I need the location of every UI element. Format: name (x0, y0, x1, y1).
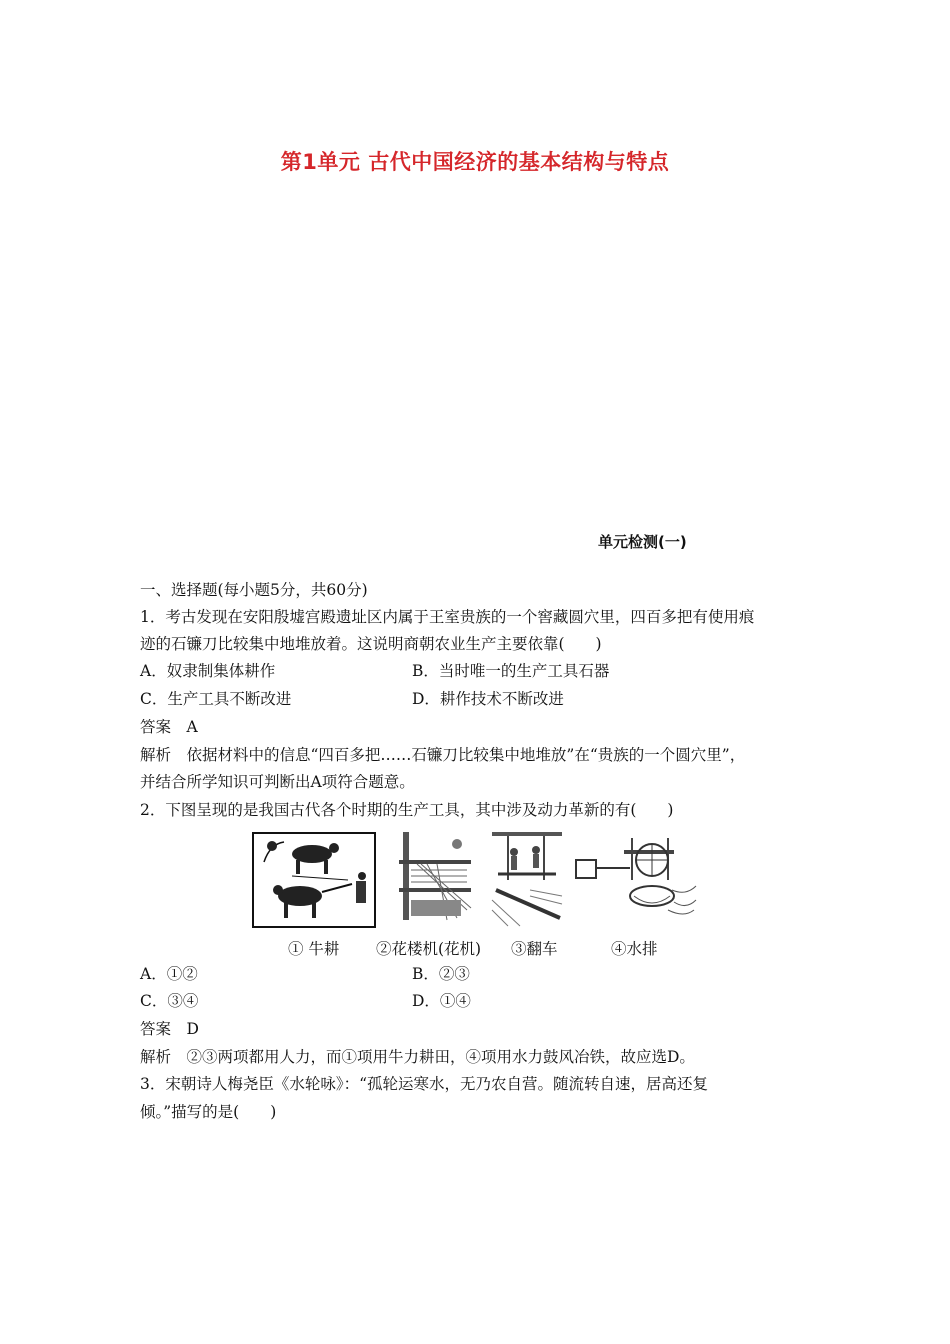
q2-answer: 答案 D (140, 1020, 199, 1038)
q1-analysis-line1: 解析 依据材料中的信息“四百多把……石镰刀比较集中地堆放”在“贵族的一个圆穴里”， (140, 746, 746, 764)
figure-caption-1: ① 牛耕 (288, 940, 340, 958)
q1-stem-line2: 迹的石镰刀比较集中地堆放着。这说明商朝农业生产主要依靠( ) (140, 635, 602, 653)
q3-stem-line1: 3．宋朝诗人梅尧臣《水轮咏》：“孤轮运寒水，无乃农自营。随流转自速，居高还复 (140, 1075, 709, 1093)
figure-caption-3: ③翻车 (511, 940, 558, 958)
q1-option-d: D．耕作技术不断改进 (412, 690, 564, 708)
water-bellows-image (572, 830, 702, 924)
figure-caption-2: ②花楼机(花机) (376, 940, 482, 958)
chain-pump-image (490, 830, 564, 928)
q2-option-b: B．②③ (412, 965, 470, 983)
q2-analysis: 解析 ②③两项都用人力，而①项用牛力耕田，④项用水力鼓风冶铁，故应选D。 (140, 1048, 695, 1066)
q3-stem-line2: 倾。”描写的是( ) (140, 1103, 277, 1121)
q2-stem: 2．下图呈现的是我国古代各个时期的生产工具，其中涉及动力革新的有( ) (140, 801, 674, 819)
q1-option-c: C．生产工具不断改进 (140, 690, 292, 708)
section-heading: 一、选择题(每小题5分，共60分) (140, 581, 368, 599)
q1-answer: 答案 A (140, 718, 198, 736)
q2-option-c: C．③④ (140, 992, 199, 1010)
q1-stem-line1: 1．考古发现在安阳殷墟宫殿遗址区内属于王室贵族的一个窖藏圆穴里，四百多把有使用痕 (140, 608, 755, 626)
q1-option-a: A．奴隶制集体耕作 (140, 662, 276, 680)
q1-analysis-line2: 并结合所学知识可判断出A项符合题意。 (140, 773, 415, 791)
ox-plowing-image (252, 832, 376, 928)
figure-caption-4: ④水排 (611, 940, 658, 958)
draw-loom-image (397, 830, 474, 926)
q2-option-a: A．①② (140, 965, 198, 983)
document-title: 第1单元 古代中国经济的基本结构与特点 (280, 150, 670, 174)
q2-option-d: D．①④ (412, 992, 471, 1010)
section-subtitle: 单元检测(一) (598, 533, 687, 551)
q1-option-b: B．当时唯一的生产工具石器 (412, 662, 610, 680)
